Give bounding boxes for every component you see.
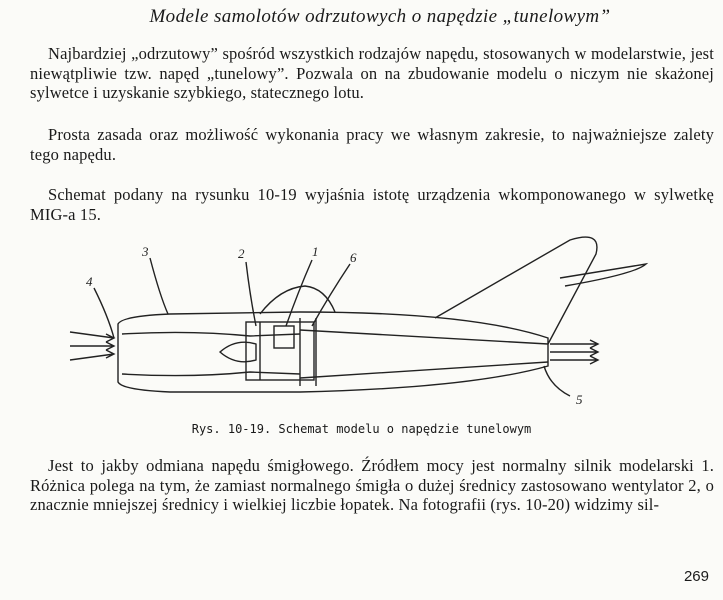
leader-line-1 <box>286 260 312 326</box>
paragraph-advantages <box>30 125 714 164</box>
leader-line-3 <box>150 258 168 314</box>
fan-spinner <box>220 342 256 362</box>
leader-line-2 <box>246 262 256 326</box>
tunnel-upper-wall <box>122 332 300 336</box>
paragraph-4-text: Jest to jakby odmiana napędu śmigłowego. Źródłem mocy jest normalny silnik modelarski 1. Różnica polega na tym, że zamiast normalnego śmigła o dużej średnicy zastosowano wentylator 2, o znacznie mniejszej średnicy i wielkiej liczbie łopatek. Na fotografii (rys. 10-20) widzimy sil- <box>30 456 714 514</box>
figure-label-3: 3 <box>142 244 149 259</box>
horizontal-stabilizer <box>560 264 646 286</box>
leader-line-5 <box>544 366 570 396</box>
tunnel-lower-wall <box>122 372 300 376</box>
paragraph-2-text: Prosta zasada oraz możliwość wykonania pracy we własnym zakresie, to najważniejsze zalety tego napędu. <box>30 125 714 164</box>
paragraph-1-text: Najbardziej „odrzutowy” spośród wszystkich rodzajów napędu, stosowanych w modelarstwie, jest niewątpliwie tzw. napęd „tunelowy”. Pozwala on na zbudowanie modelu o niczym nie skażonej sylwetce i uzyskanie szybkiego, statecznego lotu. <box>30 44 714 102</box>
intake-arrows <box>70 332 114 360</box>
page-number: 269 <box>683 568 709 585</box>
leader-line-6 <box>312 264 350 326</box>
figure-label-2: 2 <box>238 246 245 261</box>
figure-label-6: 6 <box>350 250 357 265</box>
page-title: Modele samolotów odrzutowych o napędzie „tunelowym” <box>149 6 611 27</box>
paragraph-schema <box>30 185 714 224</box>
fuselage-outline <box>118 312 548 392</box>
tail-fin <box>435 237 597 344</box>
exhaust-tunnel <box>300 330 548 378</box>
leader-line-4 <box>94 288 114 338</box>
engine-cylinder <box>274 326 294 348</box>
figure-caption: Rys. 10-19. Schemat modelu o napędzie tunelowym <box>191 422 532 436</box>
figure-label-5: 5 <box>576 392 583 407</box>
paragraph-intro <box>30 44 714 103</box>
paragraph-description <box>30 456 714 515</box>
figure-label-1: 1 <box>312 244 319 259</box>
canopy <box>260 286 335 314</box>
exhaust-arrows <box>550 340 598 364</box>
paragraph-3-text: Schemat podany na rysunku 10-19 wyjaśnia istotę urządzenia wkomponowanego w sylwetkę MIG-a 15. <box>30 185 714 224</box>
tunnel-drive-diagram <box>50 226 690 416</box>
figure-label-4: 4 <box>86 274 93 289</box>
